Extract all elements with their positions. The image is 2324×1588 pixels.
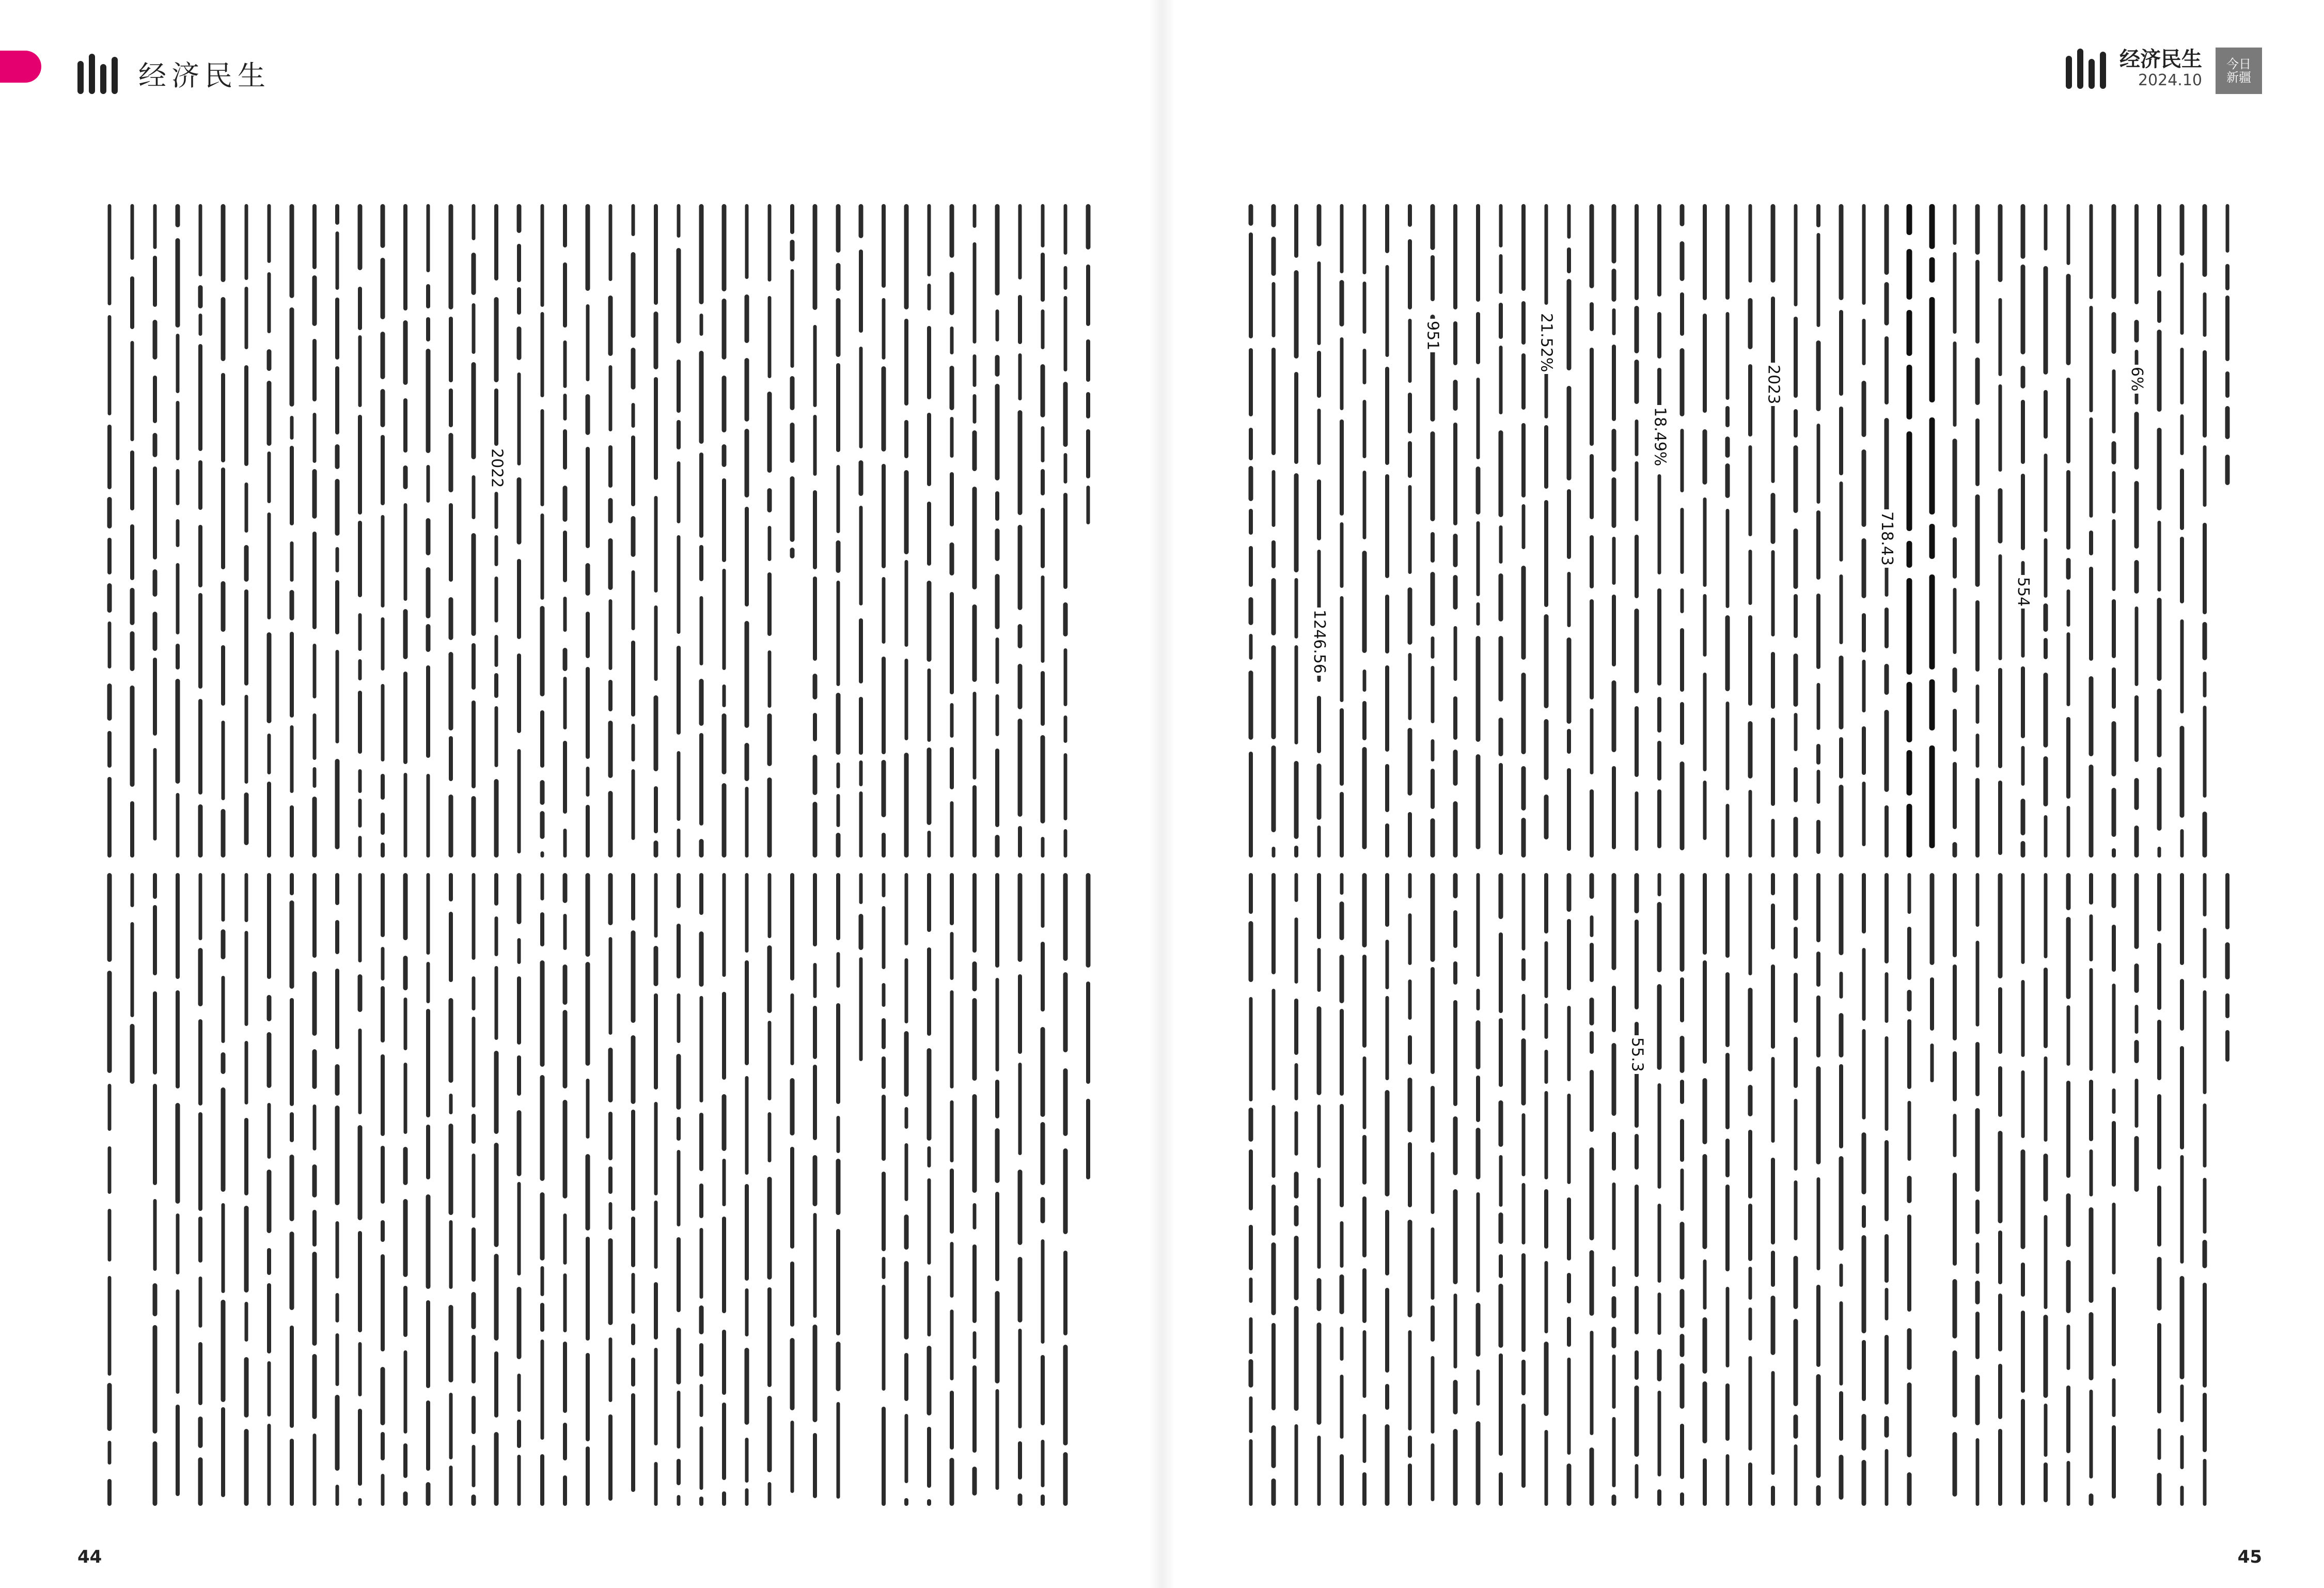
text-column xyxy=(439,204,462,858)
text-column xyxy=(1966,873,1989,1506)
header-meta xyxy=(2119,48,2202,90)
text-column xyxy=(1399,873,1421,1506)
text-column xyxy=(713,873,735,1506)
text-column xyxy=(1603,873,1626,1506)
text-column xyxy=(1648,204,1671,858)
text-column xyxy=(1852,204,1875,858)
text-column xyxy=(2034,873,2057,1506)
text-column xyxy=(1625,873,1648,1506)
text-column xyxy=(2171,204,2193,858)
text-column xyxy=(1716,873,1739,1506)
text-column xyxy=(1262,204,1285,858)
text-column xyxy=(1376,873,1399,1506)
text-column xyxy=(280,873,303,1506)
text-column xyxy=(1444,204,1467,858)
text-column xyxy=(781,204,804,858)
text-column xyxy=(166,204,189,858)
inline-number: 951 xyxy=(1425,319,1440,352)
running-header-right xyxy=(2066,48,2262,94)
text-column xyxy=(1852,873,1875,1506)
text-column xyxy=(1330,204,1353,858)
text-column xyxy=(2193,204,2216,858)
text-column xyxy=(1009,873,1031,1506)
text-column xyxy=(1308,204,1330,858)
text-column xyxy=(212,204,234,858)
text-column xyxy=(98,204,121,858)
text-column xyxy=(1512,204,1535,858)
left-upper-text-block xyxy=(98,204,1100,858)
text-column xyxy=(1807,204,1830,858)
text-column xyxy=(1330,873,1353,1506)
text-column xyxy=(940,873,963,1506)
text-column xyxy=(1489,873,1512,1506)
text-column xyxy=(1285,204,1308,858)
text-column xyxy=(2125,873,2148,1506)
text-column xyxy=(1762,873,1784,1506)
text-column xyxy=(2080,873,2102,1506)
text-column xyxy=(1830,204,1852,858)
text-column xyxy=(1580,873,1603,1506)
text-column xyxy=(1512,873,1535,1506)
text-column xyxy=(872,204,895,858)
text-column xyxy=(2216,873,2239,1506)
right-upper-text-block xyxy=(1239,204,2239,858)
running-header-left xyxy=(77,48,271,94)
text-column xyxy=(234,873,257,1506)
inline-number: 55.3 xyxy=(1629,1035,1644,1074)
brand-logo xyxy=(2216,48,2262,94)
text-column xyxy=(1921,873,1943,1506)
text-column xyxy=(2012,873,2034,1506)
page-number: 45 xyxy=(2237,1547,2262,1567)
text-column xyxy=(280,204,303,858)
text-column xyxy=(1762,204,1784,858)
text-column xyxy=(485,204,508,858)
text-column xyxy=(1353,204,1376,858)
text-column xyxy=(804,204,826,858)
text-column xyxy=(645,873,667,1506)
text-column xyxy=(918,873,940,1506)
text-column xyxy=(918,204,940,858)
text-column xyxy=(667,873,690,1506)
text-column xyxy=(554,204,576,858)
text-column xyxy=(530,873,553,1506)
text-column xyxy=(1989,204,2012,858)
text-column xyxy=(258,204,280,858)
text-column xyxy=(1966,204,1989,858)
inline-number: 1246.56 xyxy=(1311,608,1327,676)
text-column xyxy=(1739,204,1762,858)
text-column xyxy=(1580,204,1603,858)
text-column xyxy=(1943,873,1966,1506)
text-column xyxy=(622,204,645,858)
mongolian-masthead-icon xyxy=(77,53,118,94)
text-column xyxy=(576,204,599,858)
text-column xyxy=(1875,873,1898,1506)
text-column xyxy=(850,204,872,858)
text-column xyxy=(963,204,986,858)
text-column xyxy=(1943,204,1966,858)
text-column xyxy=(349,873,371,1506)
text-column xyxy=(1784,873,1807,1506)
text-column xyxy=(121,873,144,1506)
text-column xyxy=(1716,204,1739,858)
text-column xyxy=(599,873,622,1506)
brand-line-2: 新疆 xyxy=(2226,70,2251,85)
text-column xyxy=(1077,873,1100,1506)
text-column xyxy=(1671,873,1693,1506)
text-column xyxy=(530,204,553,858)
text-column xyxy=(2102,873,2125,1506)
inline-number: 21.52% xyxy=(1538,311,1554,374)
text-column xyxy=(781,873,804,1506)
text-column xyxy=(1031,204,1054,858)
text-column xyxy=(2057,204,2080,858)
text-column xyxy=(1054,873,1077,1506)
text-column xyxy=(1693,204,1716,858)
text-column xyxy=(1489,204,1512,858)
text-column xyxy=(1421,204,1444,858)
inline-number: 2022 xyxy=(489,446,504,490)
text-column xyxy=(508,873,530,1506)
text-column xyxy=(2080,204,2102,858)
text-column xyxy=(2057,873,2080,1506)
inline-number: 718.43 xyxy=(1879,509,1894,568)
text-column xyxy=(189,873,212,1506)
inline-number: 2023 xyxy=(1765,363,1781,406)
text-column xyxy=(1558,873,1580,1506)
text-column xyxy=(1558,204,1580,858)
text-column xyxy=(326,204,349,858)
inline-number: 6% xyxy=(2129,365,2144,394)
text-column xyxy=(258,873,280,1506)
text-column xyxy=(2193,873,2216,1506)
text-column xyxy=(417,204,439,858)
page-number: 44 xyxy=(77,1547,102,1567)
text-column xyxy=(508,204,530,858)
section-title: 经济民生 xyxy=(2119,48,2202,71)
text-column xyxy=(212,873,234,1506)
inline-number: 554 xyxy=(2015,575,2031,609)
text-column xyxy=(462,873,485,1506)
right-lower-text-block xyxy=(1239,873,2239,1506)
text-column xyxy=(1739,873,1762,1506)
section-title: 经济民生 xyxy=(138,59,271,92)
text-column xyxy=(326,873,349,1506)
mongolian-masthead-icon xyxy=(2066,48,2106,89)
text-column xyxy=(940,204,963,858)
text-column xyxy=(986,873,1009,1506)
text-column xyxy=(645,204,667,858)
text-column xyxy=(1467,204,1489,858)
text-column xyxy=(554,873,576,1506)
text-column xyxy=(1921,204,1943,858)
right-page xyxy=(1162,0,2324,1588)
text-column xyxy=(371,204,394,858)
text-column xyxy=(599,204,622,858)
text-column xyxy=(895,204,918,858)
text-column xyxy=(2171,873,2193,1506)
text-column xyxy=(1784,204,1807,858)
text-column xyxy=(417,873,439,1506)
text-column xyxy=(303,204,326,858)
text-column xyxy=(986,204,1009,858)
text-column xyxy=(121,204,144,858)
text-column xyxy=(1807,873,1830,1506)
text-column xyxy=(439,873,462,1506)
text-column xyxy=(2148,873,2171,1506)
text-column xyxy=(2125,204,2148,858)
text-column xyxy=(303,873,326,1506)
text-column xyxy=(804,873,826,1506)
text-column xyxy=(1421,873,1444,1506)
text-column xyxy=(735,873,758,1506)
text-column xyxy=(1444,873,1467,1506)
text-column xyxy=(1671,204,1693,858)
text-column xyxy=(2216,204,2239,858)
text-column xyxy=(1535,204,1558,858)
text-column xyxy=(1399,204,1421,858)
text-column xyxy=(234,204,257,858)
text-column xyxy=(144,204,166,858)
text-column xyxy=(1467,873,1489,1506)
pink-tab-icon xyxy=(0,51,41,83)
text-column xyxy=(758,204,781,858)
text-column xyxy=(758,873,781,1506)
text-column xyxy=(1535,873,1558,1506)
text-column xyxy=(827,873,850,1506)
text-column xyxy=(690,873,713,1506)
text-column xyxy=(166,873,189,1506)
text-column xyxy=(2102,204,2125,858)
text-column xyxy=(1239,204,1262,858)
text-column xyxy=(1898,204,1921,858)
left-lower-text-block xyxy=(98,873,1100,1506)
text-column xyxy=(1625,204,1648,858)
text-column xyxy=(1603,204,1626,858)
text-column xyxy=(1376,204,1399,858)
text-column xyxy=(2012,204,2034,858)
text-column xyxy=(394,873,417,1506)
brand-line-1: 今日 xyxy=(2226,57,2251,71)
text-column xyxy=(1989,873,2012,1506)
text-column xyxy=(98,873,121,1506)
text-column xyxy=(1898,873,1921,1506)
text-column xyxy=(1648,873,1671,1506)
text-column xyxy=(667,204,690,858)
text-column xyxy=(963,873,986,1506)
text-column xyxy=(2148,204,2171,858)
text-column xyxy=(394,204,417,858)
text-column xyxy=(735,204,758,858)
text-column xyxy=(1830,873,1852,1506)
text-column xyxy=(713,204,735,858)
text-column xyxy=(690,204,713,858)
text-column xyxy=(1875,204,1898,858)
text-column xyxy=(1054,204,1077,858)
text-column xyxy=(1239,873,1262,1506)
text-column xyxy=(2034,204,2057,858)
text-column xyxy=(850,873,872,1506)
text-column xyxy=(485,873,508,1506)
text-column xyxy=(1693,873,1716,1506)
text-column xyxy=(827,204,850,858)
text-column xyxy=(144,873,166,1506)
issue-date: 2024.10 xyxy=(2138,71,2202,89)
text-column xyxy=(1353,873,1376,1506)
text-column xyxy=(371,873,394,1506)
inline-number: 18.49% xyxy=(1652,405,1667,468)
text-column xyxy=(1308,873,1330,1506)
text-column xyxy=(576,873,599,1506)
text-column xyxy=(872,873,895,1506)
text-column xyxy=(1262,873,1285,1506)
text-column xyxy=(1285,873,1308,1506)
text-column xyxy=(1031,873,1054,1506)
text-column xyxy=(349,204,371,858)
text-column xyxy=(189,204,212,858)
text-column xyxy=(622,873,645,1506)
text-column xyxy=(462,204,485,858)
text-column xyxy=(895,873,918,1506)
text-column xyxy=(1009,204,1031,858)
text-column xyxy=(1077,204,1100,858)
